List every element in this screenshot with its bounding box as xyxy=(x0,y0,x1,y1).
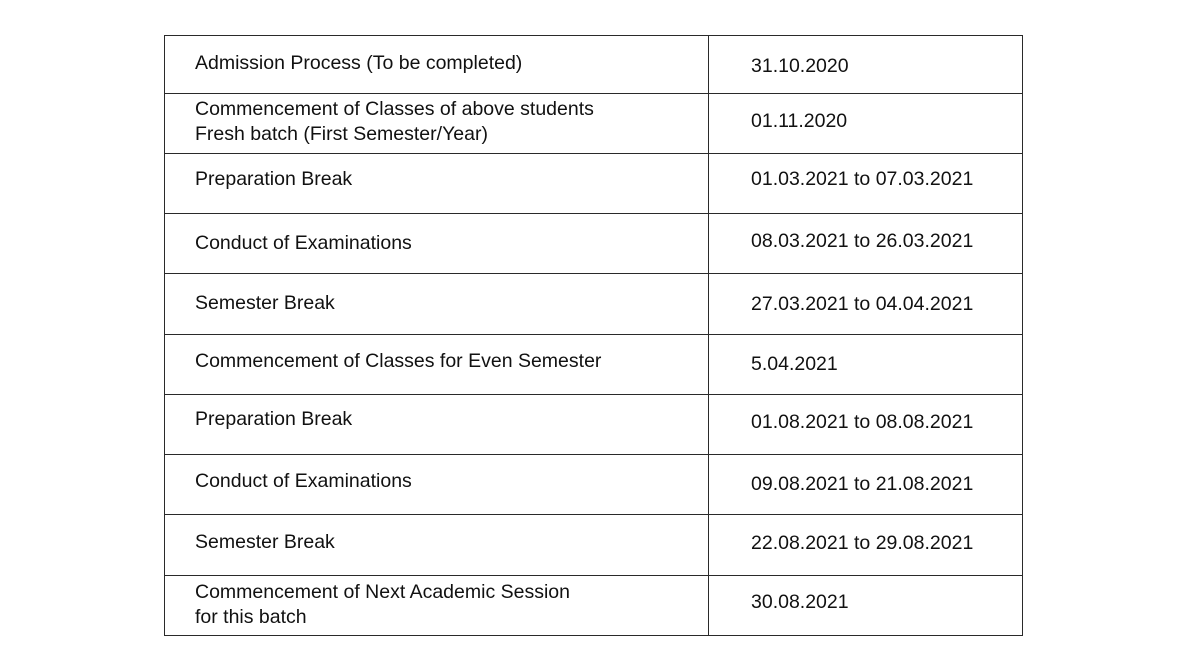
date-cell xyxy=(709,94,1023,154)
date-cell xyxy=(709,214,1023,274)
event-label: Semester Break xyxy=(195,292,335,314)
event-label: Preparation Break xyxy=(195,408,353,430)
table-row xyxy=(165,395,1023,455)
table-row xyxy=(165,94,1023,154)
date-value: 01.03.2021 to 07.03.2021 xyxy=(751,168,974,190)
date-value: 09.08.2021 to 21.08.2021 xyxy=(751,473,974,495)
event-label: Commencement of Next Academic Session for this batch xyxy=(195,581,570,628)
event-cell xyxy=(165,515,709,576)
date-cell xyxy=(709,455,1023,515)
event-label: Admission Process (To be completed) xyxy=(195,52,523,74)
event-cell xyxy=(165,395,709,455)
event-cell xyxy=(165,214,709,274)
table-row xyxy=(165,576,1023,636)
date-cell xyxy=(709,36,1023,94)
date-cell xyxy=(709,515,1023,576)
date-value: 22.08.2021 to 29.08.2021 xyxy=(751,532,974,554)
event-label: Semester Break xyxy=(195,531,335,553)
date-value: 27.03.2021 to 04.04.2021 xyxy=(751,293,974,315)
table-row xyxy=(165,455,1023,515)
date-value: 31.10.2020 xyxy=(751,55,849,77)
date-value: 08.03.2021 to 26.03.2021 xyxy=(751,230,974,252)
table-row xyxy=(165,335,1023,395)
date-cell xyxy=(709,576,1023,636)
event-cell xyxy=(165,36,709,94)
date-cell xyxy=(709,395,1023,455)
event-label: Commencement of Classes for Even Semester xyxy=(195,350,602,372)
event-label: Conduct of Examinations xyxy=(195,470,412,492)
date-value: 01.11.2020 xyxy=(751,110,848,132)
table-row xyxy=(165,36,1023,94)
event-label: Conduct of Examinations xyxy=(195,232,412,254)
date-value: 5.04.2021 xyxy=(751,353,838,375)
date-cell xyxy=(709,335,1023,395)
table-row xyxy=(165,515,1023,576)
event-cell xyxy=(165,94,709,154)
table-row xyxy=(165,274,1023,335)
event-label: Preparation Break xyxy=(195,168,353,190)
date-cell xyxy=(709,154,1023,214)
event-cell xyxy=(165,455,709,515)
date-value: 01.08.2021 to 08.08.2021 xyxy=(751,411,974,433)
table-row xyxy=(165,154,1023,214)
event-cell xyxy=(165,274,709,335)
event-cell xyxy=(165,335,709,395)
academic-schedule-table xyxy=(164,35,1023,636)
date-cell xyxy=(709,274,1023,335)
event-cell xyxy=(165,154,709,214)
event-label: Commencement of Classes of above students Fresh batch (First Semester/Year) xyxy=(195,98,594,145)
date-value: 30.08.2021 xyxy=(751,591,849,613)
event-cell xyxy=(165,576,709,636)
table-row xyxy=(165,214,1023,274)
